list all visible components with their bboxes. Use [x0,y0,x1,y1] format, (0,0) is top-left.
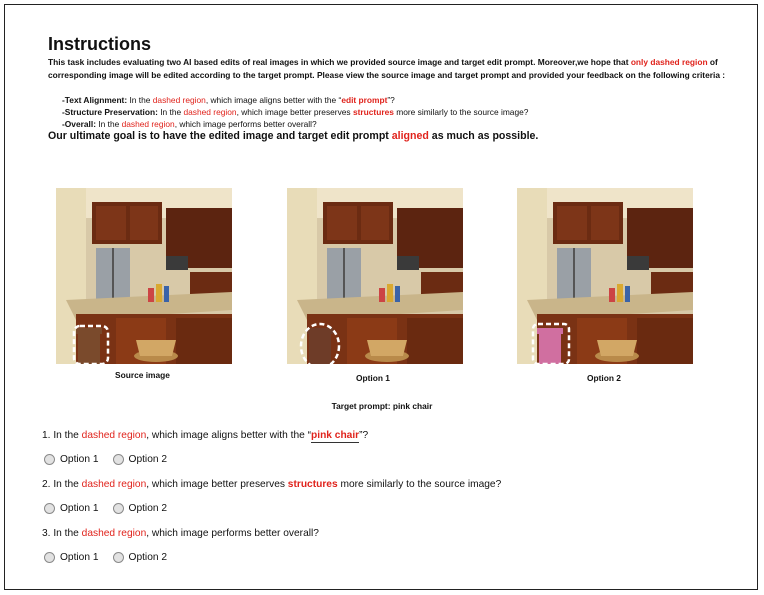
question-3-options [44,552,181,563]
instructions-title: Instructions [48,34,152,54]
radio-icon[interactable] [113,552,124,563]
option-1-caption: Option 1 [356,373,390,383]
q2-option-2[interactable]: Option 2 [113,503,168,514]
radio-icon[interactable] [44,454,55,465]
q2-option-1[interactable]: Option 1 [44,503,99,514]
option-2-image [517,188,693,364]
q3-option-1[interactable]: Option 1 [44,552,99,563]
radio-icon[interactable] [44,503,55,514]
question-2: 2. In the dashed region, which image better preserves structures more similarly to the source image? [42,479,502,490]
question-3: 3. In the dashed region, which image performs better overall? [42,528,319,539]
source-image-caption: Source image [115,370,170,380]
question-1: 1. In the dashed region, which image aligns better with the “pink chair”? [42,430,369,441]
radio-icon[interactable] [113,503,124,514]
question-2-options [44,503,181,514]
source-image [56,188,232,364]
target-prompt: Target prompt: pink chair [331,401,433,411]
q1-option-2[interactable]: Option 2 [113,454,168,465]
q3-option-2[interactable]: Option 2 [113,552,168,563]
criterion-overall: -Overall: In the dashed region, which image performs better overall? [62,119,317,129]
radio-icon[interactable] [44,552,55,563]
q1-option-1[interactable]: Option 1 [44,454,99,465]
option-2-caption: Option 2 [587,373,621,383]
instructions-intro: This task includes evaluating two AI based edits of real images in which we provided source image and target edit prompt. Moreover,we hope that only dashed region of corresponding image will be edited according to the target prompt. Please view the source image and target prompt and provided your feedback on the following criteria : [48,57,726,80]
option-1-image [287,188,463,364]
question-1-options [44,454,181,465]
criterion-text-alignment: -Text Alignment: In the dashed region, which image aligns better with the “edit prompt”? [62,95,395,105]
radio-icon[interactable] [113,454,124,465]
goal-statement: Our ultimate goal is to have the edited image and target edit prompt aligned as much as possible. [48,130,539,142]
criterion-structure-preservation: -Structure Preservation: In the dashed region, which image better preserves structures more similarly to the source image? [62,107,529,117]
